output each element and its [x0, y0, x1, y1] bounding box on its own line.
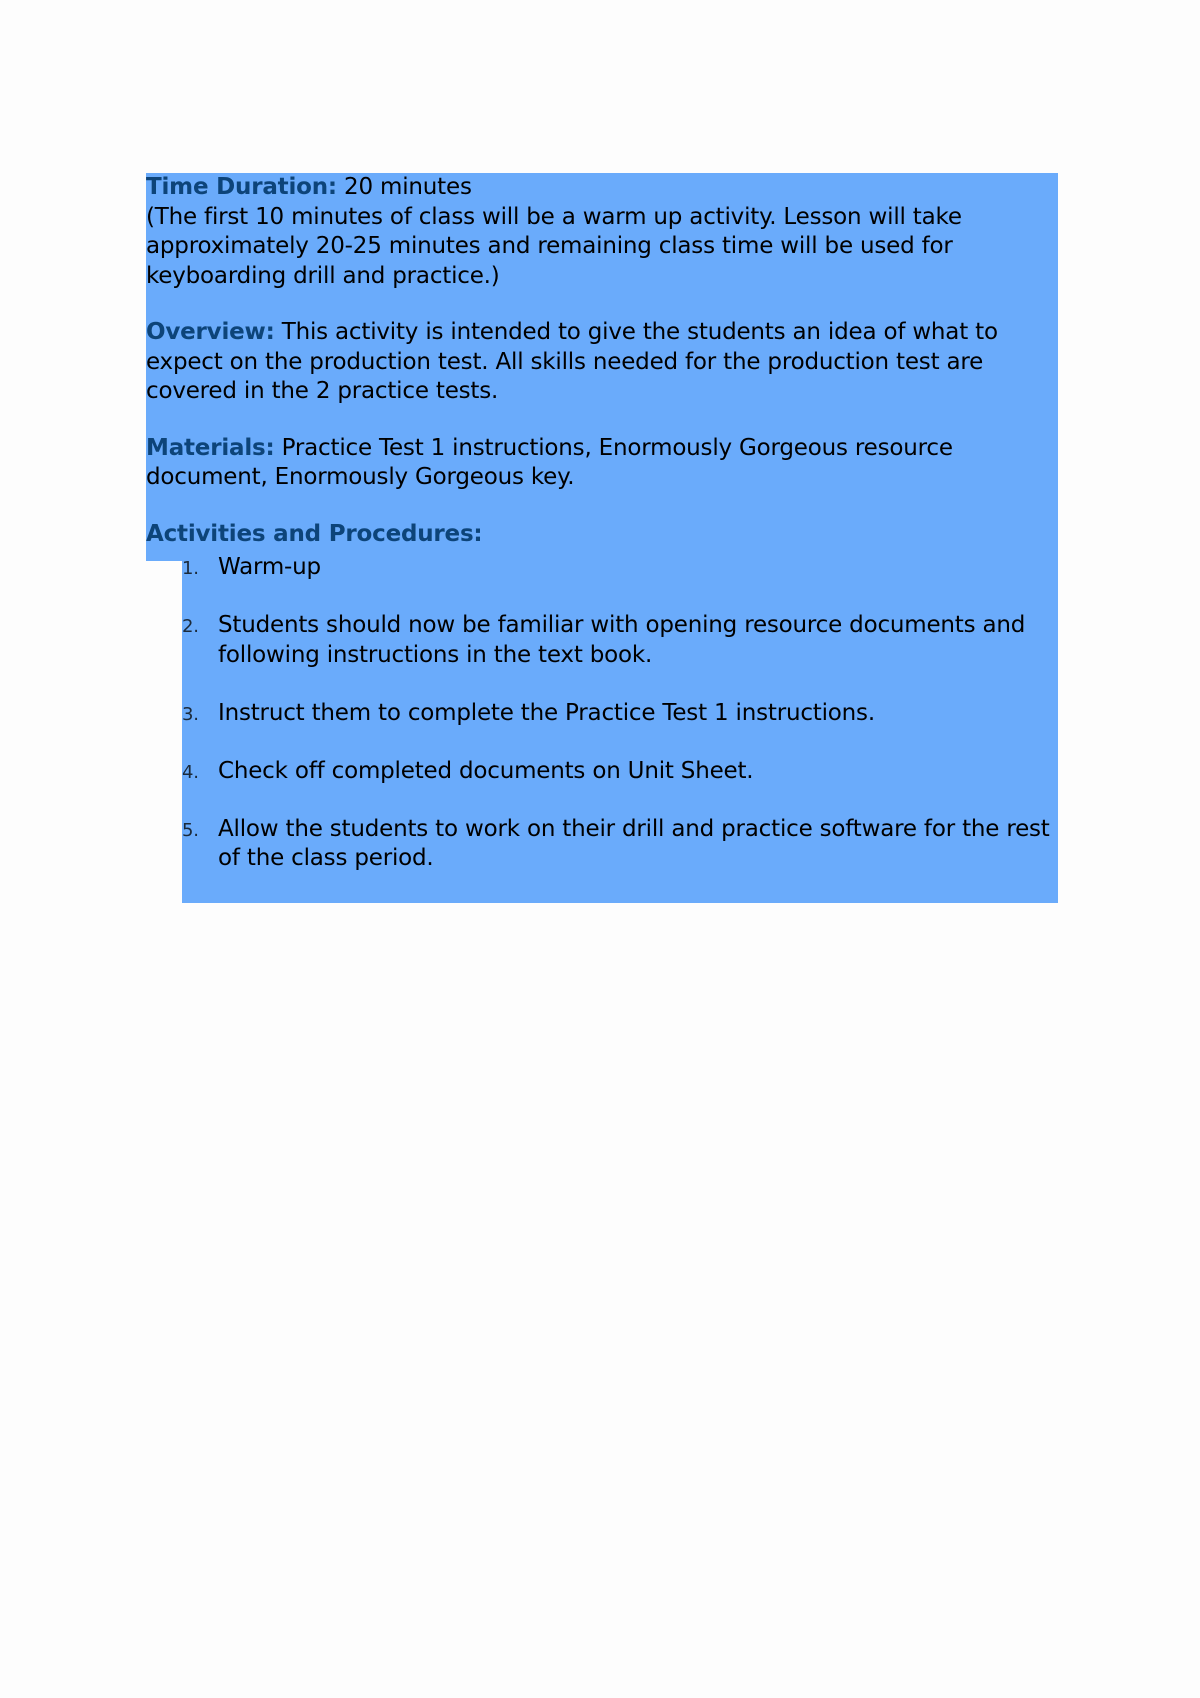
materials-label: Materials:: [146, 434, 275, 461]
time-duration-note: (The first 10 minutes of class will be a warm up activity. Lesson will take approximately 20-25 minutes and remaining class time will be used for keyboarding drill and practice.): [146, 203, 962, 289]
step-text: Students should now be familiar with opening resource documents and following instructions in the text book.: [218, 612, 1026, 668]
list-item: [182, 815, 1058, 874]
time-duration-paragraph: [146, 173, 1058, 291]
time-duration-label: Time Duration:: [146, 174, 337, 200]
step-text: Instruct them to complete the Practice Test 1 instructions.: [218, 699, 875, 726]
activities-list-block: [182, 553, 1058, 903]
step-text: Warm-up: [218, 554, 321, 580]
step-number: 1.: [182, 558, 199, 579]
activities-list: [182, 553, 1058, 874]
step-number: 3.: [182, 703, 199, 725]
step-text: Allow the students to work on their drill and practice software for the rest of the class period.: [218, 815, 1050, 871]
time-duration-value: 20 minutes: [336, 174, 472, 200]
overview-paragraph: [146, 318, 1058, 407]
materials-paragraph: [146, 434, 1058, 493]
list-item: [182, 699, 1058, 729]
step-text: Check off completed documents on Unit Sheet.: [218, 757, 754, 784]
materials-text: Practice Test 1 instructions, Enormously Gorgeous resource document, Enormously Gorgeous key.: [146, 434, 953, 490]
step-number: 4.: [182, 761, 199, 783]
list-item: [182, 553, 1058, 583]
lesson-summary: [146, 173, 1058, 561]
list-item: [182, 611, 1058, 670]
step-number: 5.: [182, 819, 199, 841]
overview-label: Overview:: [146, 319, 275, 345]
overview-text: This activity is intended to give the students an idea of what to expect on the production test. All skills needed for the production test are covered in the 2 practice tests.: [146, 319, 998, 404]
list-item: [182, 757, 1058, 787]
activities-heading: Activities and Procedures:: [146, 520, 483, 547]
step-number: 2.: [182, 616, 199, 637]
